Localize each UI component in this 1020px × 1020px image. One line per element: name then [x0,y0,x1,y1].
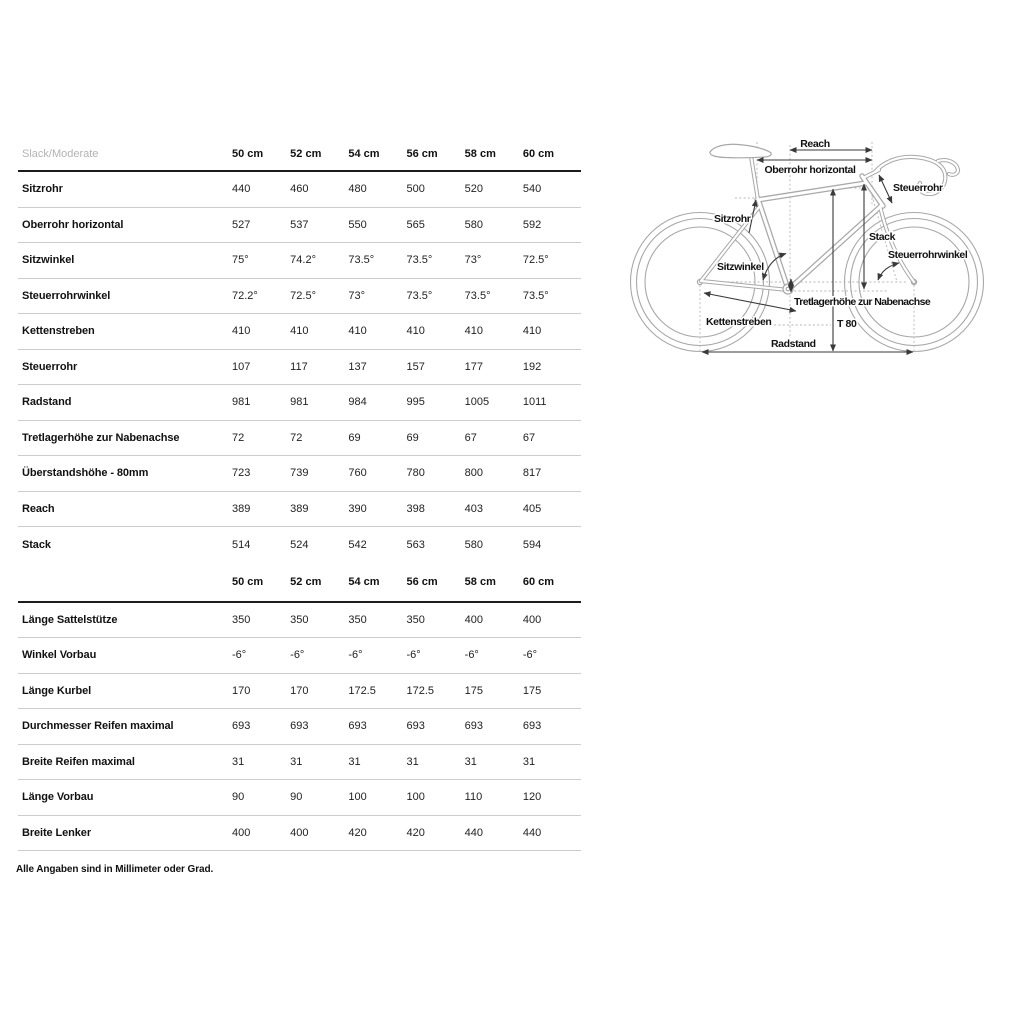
row-value: 90 [290,791,303,804]
row-value: 389 [232,502,251,515]
row-value: 192 [522,360,542,373]
row-value: 100 [348,791,367,804]
diagram-label-reach: Reach [800,138,830,150]
row-value: 350 [348,613,367,626]
row-value: 400 [464,613,484,626]
row-value: 440 [232,183,251,196]
row-value: 72 [290,431,303,444]
row-value: 31 [348,755,361,768]
row-value: 350 [290,613,309,626]
row-value: 120 [522,791,542,804]
diagram-label-stack: Stack [869,231,896,243]
row-value: 31 [522,755,536,768]
bike-diagram-svg [620,122,1020,362]
row-value: 400 [290,826,309,839]
table-row [18,314,581,350]
row-label: Radstand [22,396,72,409]
row-label: Kettenstreben [22,325,95,338]
row-value: 389 [290,502,309,515]
table-section-components [18,603,581,852]
row-value: 537 [290,218,309,231]
row-value: 817 [522,467,542,480]
row-label: Tretlagerhöhe zur Nabenachse [22,431,180,444]
row-value: 1005 [464,396,490,409]
diagram-label-t80: T 80 [837,318,857,330]
row-value: 67 [522,431,536,444]
row-value: 90 [232,791,245,804]
row-value: 693 [522,720,542,733]
row-label: Steuerrohrwinkel [22,289,111,302]
row-label: Steuerrohr [22,360,78,373]
row-label: Länge Kurbel [22,684,92,697]
table-row [18,350,581,386]
row-value: -6° [522,649,538,662]
row-value: 800 [464,467,484,480]
size-column-header: 50 cm [232,147,264,160]
table-row [18,456,581,492]
row-value: 594 [522,538,542,551]
row-label: Oberrohr horizontal [22,218,124,231]
row-value: -6° [290,649,305,662]
row-value: 73° [464,254,482,267]
row-value: 73.5° [348,254,375,267]
size-column-header: 60 cm [522,575,555,588]
row-value: 73.5° [464,289,491,302]
row-value: 514 [232,538,251,551]
row-value: 69 [406,431,419,444]
diagram-label-seat-angle: Sitzwinkel [717,261,764,273]
geometry-table [18,137,581,851]
row-value: 524 [290,538,309,551]
row-value: 410 [290,325,309,338]
diagram-label-top-tube: Oberrohr horizontal [764,164,856,176]
row-label: Stack [22,538,51,551]
row-value: 350 [406,613,425,626]
row-value: 780 [406,467,425,480]
row-value: 73.5° [406,254,433,267]
diagram-label-wheelbase: Radstand [771,338,816,350]
row-value: 72.5° [522,254,549,267]
table-row [18,816,581,852]
row-label: Länge Sattelstütze [22,613,118,626]
chainstay-arrow [704,293,796,311]
table-row [18,492,581,528]
row-value: 410 [348,325,367,338]
row-value: 693 [348,720,367,733]
bike-geometry-diagram [620,122,1020,362]
table-row [18,745,581,781]
row-value: 137 [348,360,367,373]
row-value: 107 [232,360,251,373]
row-value: 410 [406,325,425,338]
row-value: 580 [464,538,484,551]
size-column-header: 58 cm [464,147,496,160]
row-value: 563 [406,538,425,551]
diagram-label-head-tube: Steuerrohr [893,182,943,194]
row-value: 500 [406,183,425,196]
row-label: Sitzwinkel [22,254,75,267]
size-column-header: 60 cm [522,147,555,160]
table-row [18,385,581,421]
row-value: 984 [348,396,367,409]
row-value: 693 [464,720,484,733]
table-header-row [18,137,581,172]
table-row [18,527,581,563]
table-header-row-2 [18,563,581,603]
row-value: 565 [406,218,425,231]
row-label: Sitzrohr [22,183,63,196]
row-value: 100 [406,791,425,804]
row-value: -6° [464,649,479,662]
size-column-header: 54 cm [348,575,380,588]
row-label: Winkel Vorbau [22,649,97,662]
row-value: 550 [348,218,367,231]
row-value: 760 [348,467,367,480]
row-value: 31 [232,755,245,768]
row-value: 398 [406,502,425,515]
size-column-header: 56 cm [406,575,438,588]
row-value: 693 [290,720,309,733]
row-value: 73.5° [406,289,433,302]
saddle-icon [710,144,771,158]
row-value: 542 [348,538,367,551]
diagram-label-chainstay: Kettenstreben [706,316,772,328]
row-value: -6° [232,649,247,662]
row-value: 74.2° [290,254,316,267]
row-value: 403 [464,502,484,515]
row-value: 31 [464,755,477,768]
table-row [18,243,581,279]
row-value: -6° [348,649,363,662]
row-value: 1011 [522,396,547,409]
row-value: 592 [522,218,542,231]
row-label: Länge Vorbau [22,791,94,804]
row-value: 400 [522,613,542,626]
row-value: 117 [290,360,308,373]
table-row [18,603,581,639]
row-value: 410 [522,325,542,338]
row-value: 460 [290,183,309,196]
row-value: 693 [232,720,251,733]
row-value: -6° [406,649,421,662]
units-footnote: Alle Angaben sind in Millimeter oder Grad. [16,864,214,875]
row-value: 31 [406,755,419,768]
row-value: 157 [406,360,425,373]
row-value: 31 [290,755,303,768]
row-value: 172.5 [406,684,435,697]
size-column-header: 54 cm [348,147,380,160]
row-label: Durchmesser Reifen maximal [22,720,174,733]
row-value: 739 [290,467,309,480]
row-value: 540 [522,183,542,196]
size-column-header: 58 cm [464,575,496,588]
row-value: 995 [406,396,425,409]
head-angle-arc [878,263,899,280]
variant-label: Slack/Moderate [22,147,99,160]
row-value: 981 [290,396,309,409]
size-column-header: 52 cm [290,147,322,160]
row-value: 75° [232,254,249,267]
row-value: 67 [464,431,477,444]
row-value: 172.5 [348,684,376,697]
row-value: 410 [464,325,484,338]
row-label: Breite Reifen maximal [22,755,135,768]
row-value: 405 [522,502,542,515]
table-row [18,421,581,457]
row-value: 440 [522,826,542,839]
row-value: 527 [232,218,251,231]
table-row [18,279,581,315]
row-value: 72 [232,431,245,444]
row-value: 580 [464,218,484,231]
row-value: 723 [232,467,251,480]
table-row [18,709,581,745]
table-section-frame [18,172,581,563]
size-column-header: 56 cm [406,147,438,160]
row-value: 175 [522,684,542,697]
size-column-header: 50 cm [232,575,264,588]
row-value: 110 [464,791,483,804]
row-value: 981 [232,396,251,409]
table-row [18,780,581,816]
row-value: 177 [464,360,484,373]
row-value: 400 [232,826,251,839]
table-row [18,172,581,208]
row-value: 73° [348,289,365,302]
row-value: 420 [406,826,425,839]
row-value: 72.2° [232,289,258,302]
diagram-label-head-angle: Steuerrohrwinkel [888,249,968,261]
row-value: 69 [348,431,361,444]
row-value: 390 [348,502,367,515]
row-value: 175 [464,684,484,697]
size-column-header: 52 cm [290,575,322,588]
row-value: 410 [232,325,251,338]
row-label: Breite Lenker [22,826,92,839]
row-value: 420 [348,826,367,839]
row-label: Reach [22,502,55,515]
row-value: 73.5° [522,289,549,302]
row-value: 440 [464,826,484,839]
row-label: Überstandshöhe - 80mm [22,467,149,480]
row-value: 520 [464,183,484,196]
diagram-label-seat-tube: Sitzrohr [714,213,751,225]
row-value: 693 [406,720,425,733]
row-value: 350 [232,613,251,626]
table-row [18,638,581,674]
row-value: 170 [290,684,309,697]
row-value: 170 [232,684,251,697]
table-row [18,208,581,244]
diagram-label-bb-drop: Tretlagerhöhe zur Nabenachse [794,296,931,308]
table-row [18,674,581,710]
row-value: 72.5° [290,289,316,302]
row-value: 480 [348,183,367,196]
